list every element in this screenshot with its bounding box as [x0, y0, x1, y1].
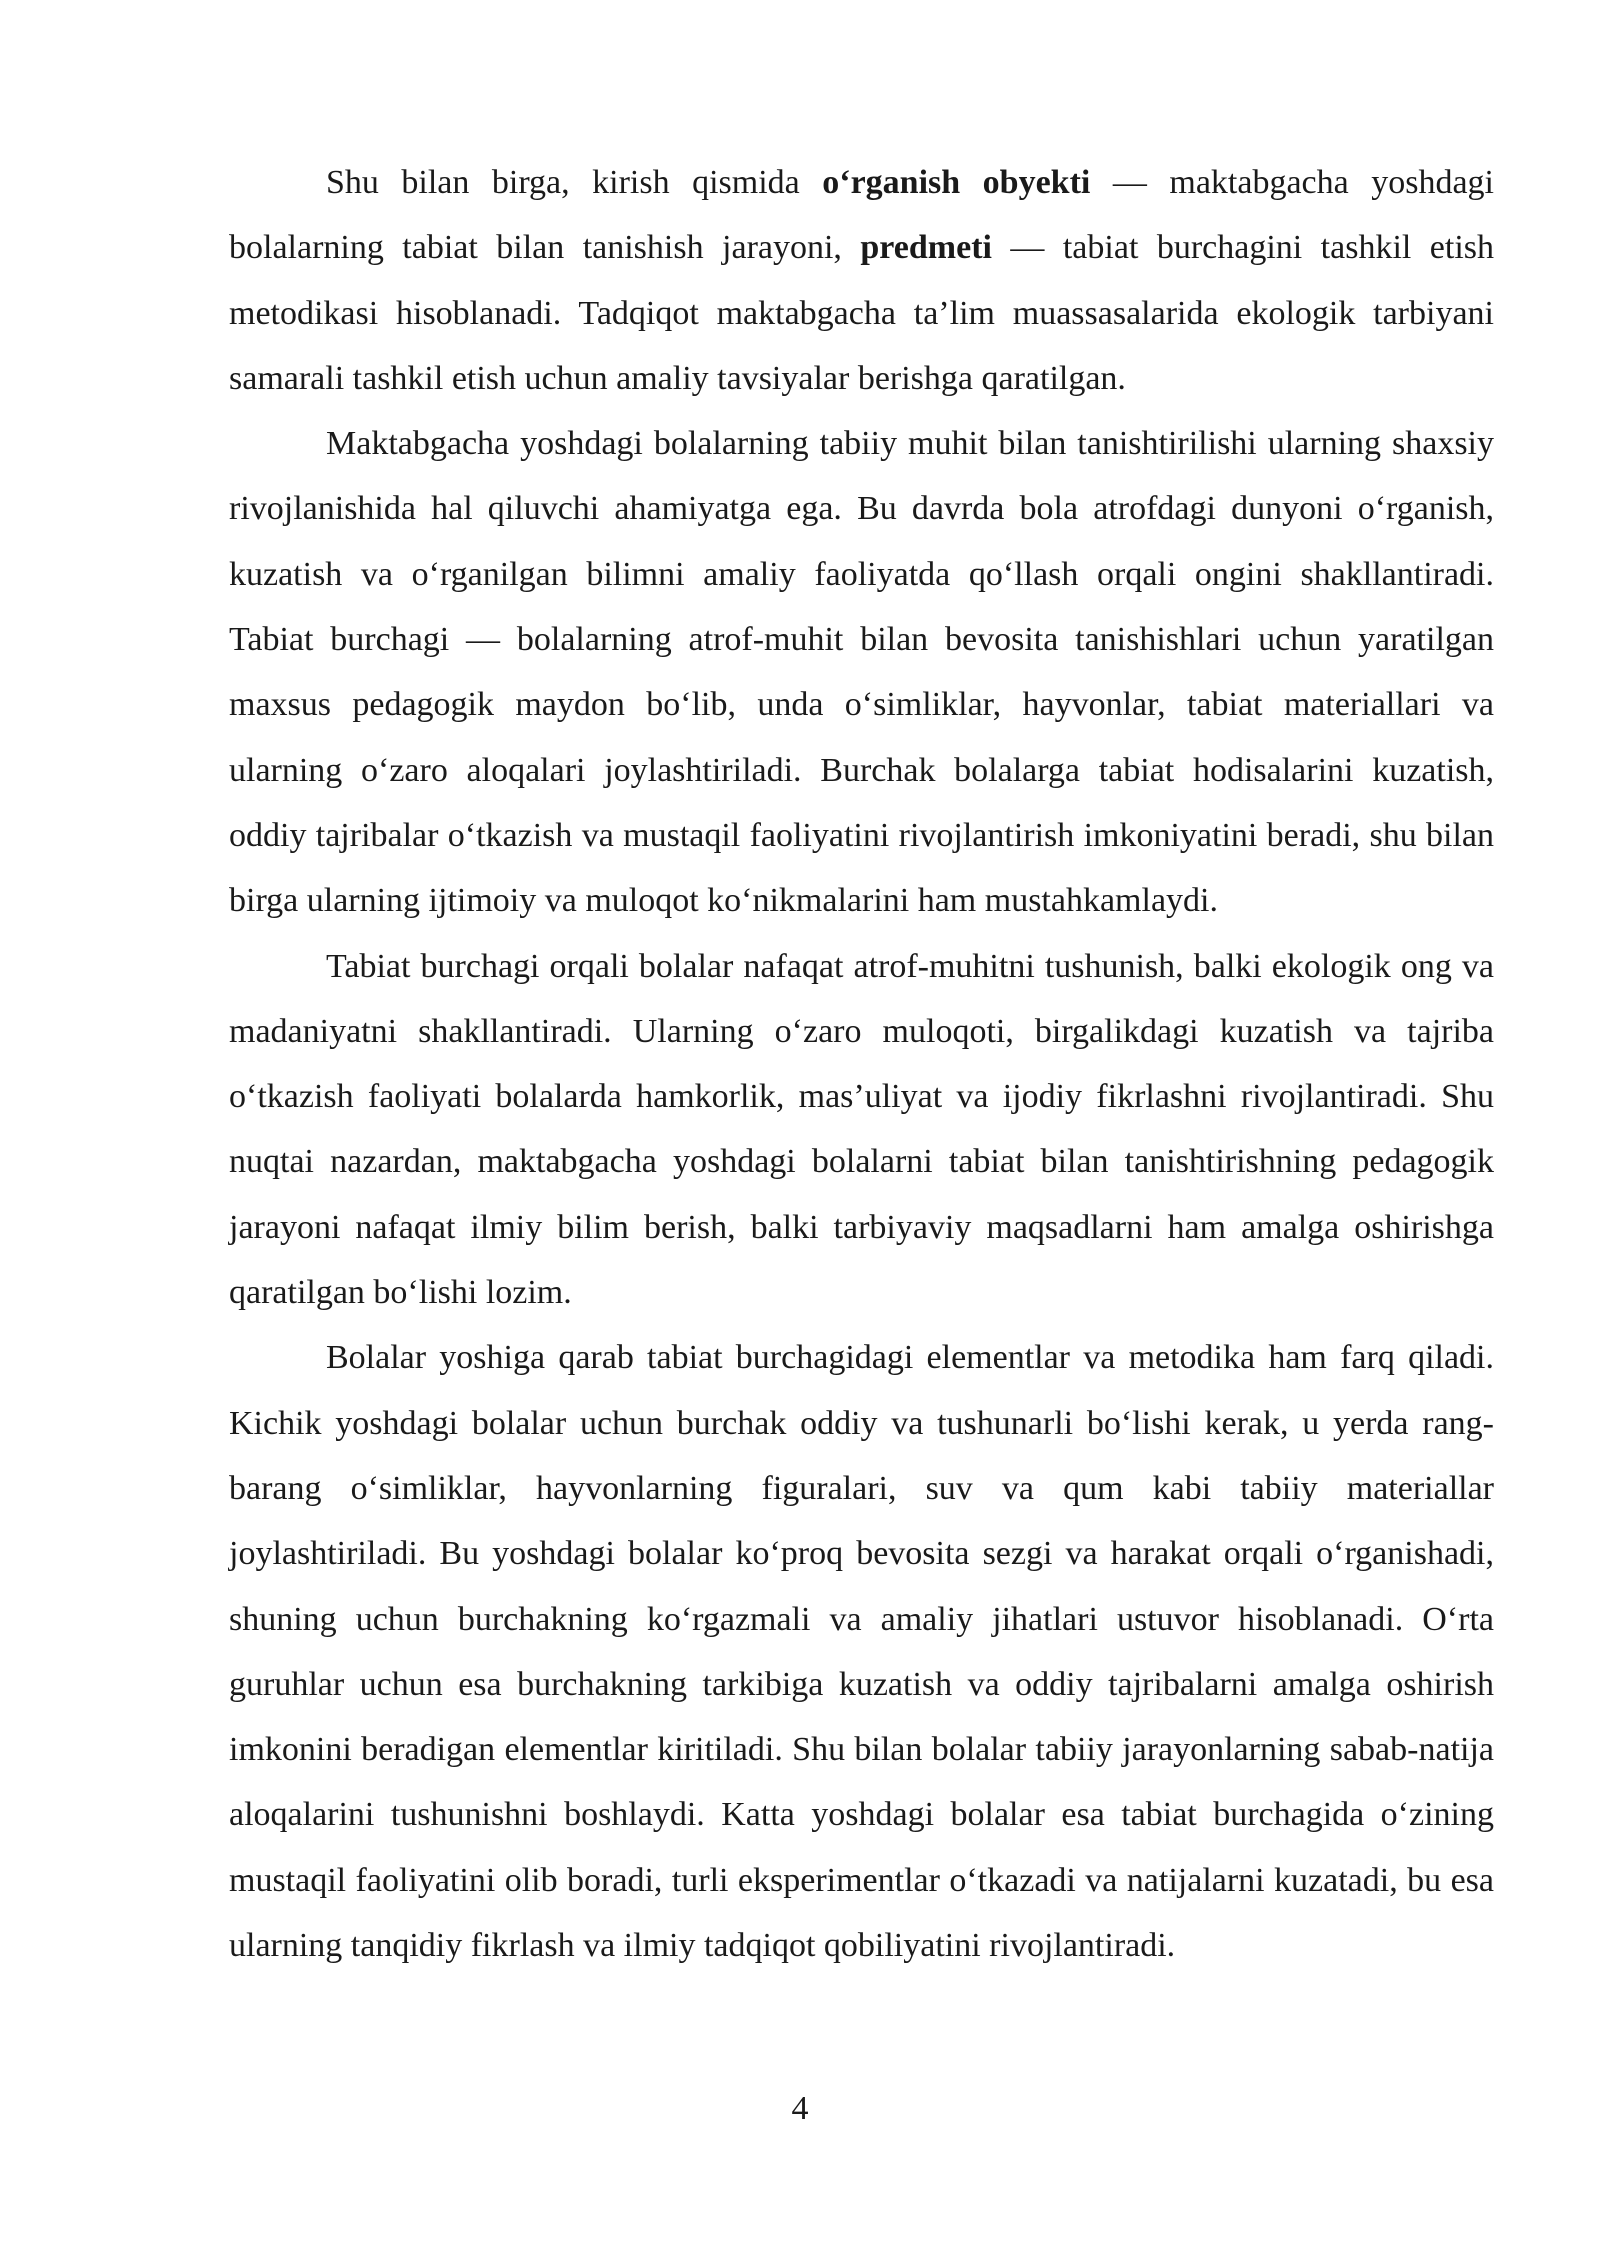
paragraph-3: Tabiat burchagi orqali bolalar nafaqat atrof-muhitni tushunish, balki ekologik ong va madaniyatni shakllantiradi. Ularning o‘zaro muloqoti, birgalikdagi kuzatish va tajriba o‘tkazish faoliyati bolalarda hamkorlik, mas’uliyat va ijodiy fikrlashni rivojlantiradi. Shu nuqtai nazardan, maktabgacha yoshdagi bolalarni tabiat bilan tanishtirishning pedagogik jarayoni nafaqat ilmiy bilim berish, balki tarbiyaviy maqsadlarni ham amalga oshirishga qaratilgan bo‘lishi lozim. — [229, 947, 1494, 1312]
paragraph-intro-text-1: Shu bilan birga, kirish qismida — [326, 164, 823, 201]
bold-term-object: o‘rganish obyekti — [822, 164, 1091, 201]
paragraph-2: Maktabgacha yoshdagi bolalarning tabiiy muhit bilan tanishtirilishi ularning shaxsiy rivojlanishida hal qiluvchi ahamiyatga ega. Bu davrda bola atrofdagi dunyoni o‘rganish, kuzatish va o‘rganilgan bilimni amaliy faoliyatda qo‘llash orqali ongini shakllantiradi. Tabiat burchagi — bolalarning atrof-muhit bilan bevosita tanishishlari uchun yaratilgan maxsus pedagogik maydon bo‘lib, unda o‘simliklar, hayvonlar, tabiat materiallari va ularning o‘zaro aloqalari joylashtiriladi. Burchak bolalarga tabiat hodisalarini kuzatish, oddiy tajribalar o‘tkazish va mustaqil faoliyatini rivojlantirish imkoniyatini beradi, shu bilan birga ularning ijtimoiy va muloqot ko‘nikmalarini ham mustahkamlaydi. — [229, 425, 1494, 920]
paragraph-intro-text-3: — tabiat burchagini tashkil etish metodikasi hisoblanadi. Tadqiqot maktabgacha ta’lim muassasalarida ekologik tarbiyani samarali tashkil etish uchun amaliy tavsiyalar berishga qaratilgan. — [229, 229, 1495, 397]
bold-term-subject: predmeti — [860, 229, 992, 267]
paragraph-intro-text-2: — maktabgacha yoshdagi bolalarning tabiat bilan tanishish jarayoni, — [229, 164, 1494, 267]
paragraph-4: Bolalar yoshiga qarab tabiat burchagidagi elementlar va metodika ham farq qiladi. Kichik yoshdagi bolalar uchun burchak oddiy va tushunarli bo‘lishi kerak, u yerda rang-barang o‘simliklar, hayvonlarning figuralari, suv va qum kabi tabiiy materiallar joylashtiriladi. Bu yoshdagi bolalar ko‘proq bevosita sezgi va harakat orqali o‘rganishadi, shuning uchun burchakning ko‘rgazmali va amaliy jihatlari ustuvor hisoblanadi. O‘rta guruhlar uchun esa burchakning tarkibiga kuzatish va oddiy tajribalarni amalga oshirish imkonini beradigan elementlar kiritiladi. Shu bilan bolalar tabiiy jarayonlarning sabab-natija aloqalarini tushunishni boshlaydi. Katta yoshdagi bolalar esa tabiat burchagida o‘zining mustaqil faoliyatini olib boradi, turli eksperimentlar o‘tkazadi va natijalarni kuzatadi, bu esa ularning tanqidiy fikrlash va ilmiy tadqiqot qobiliyatini rivojlantiradi. — [229, 1339, 1494, 1965]
page-number: 4 — [791, 2090, 809, 2127]
body-text — [229, 150, 1494, 1978]
paragraph-intro — [229, 150, 1494, 411]
